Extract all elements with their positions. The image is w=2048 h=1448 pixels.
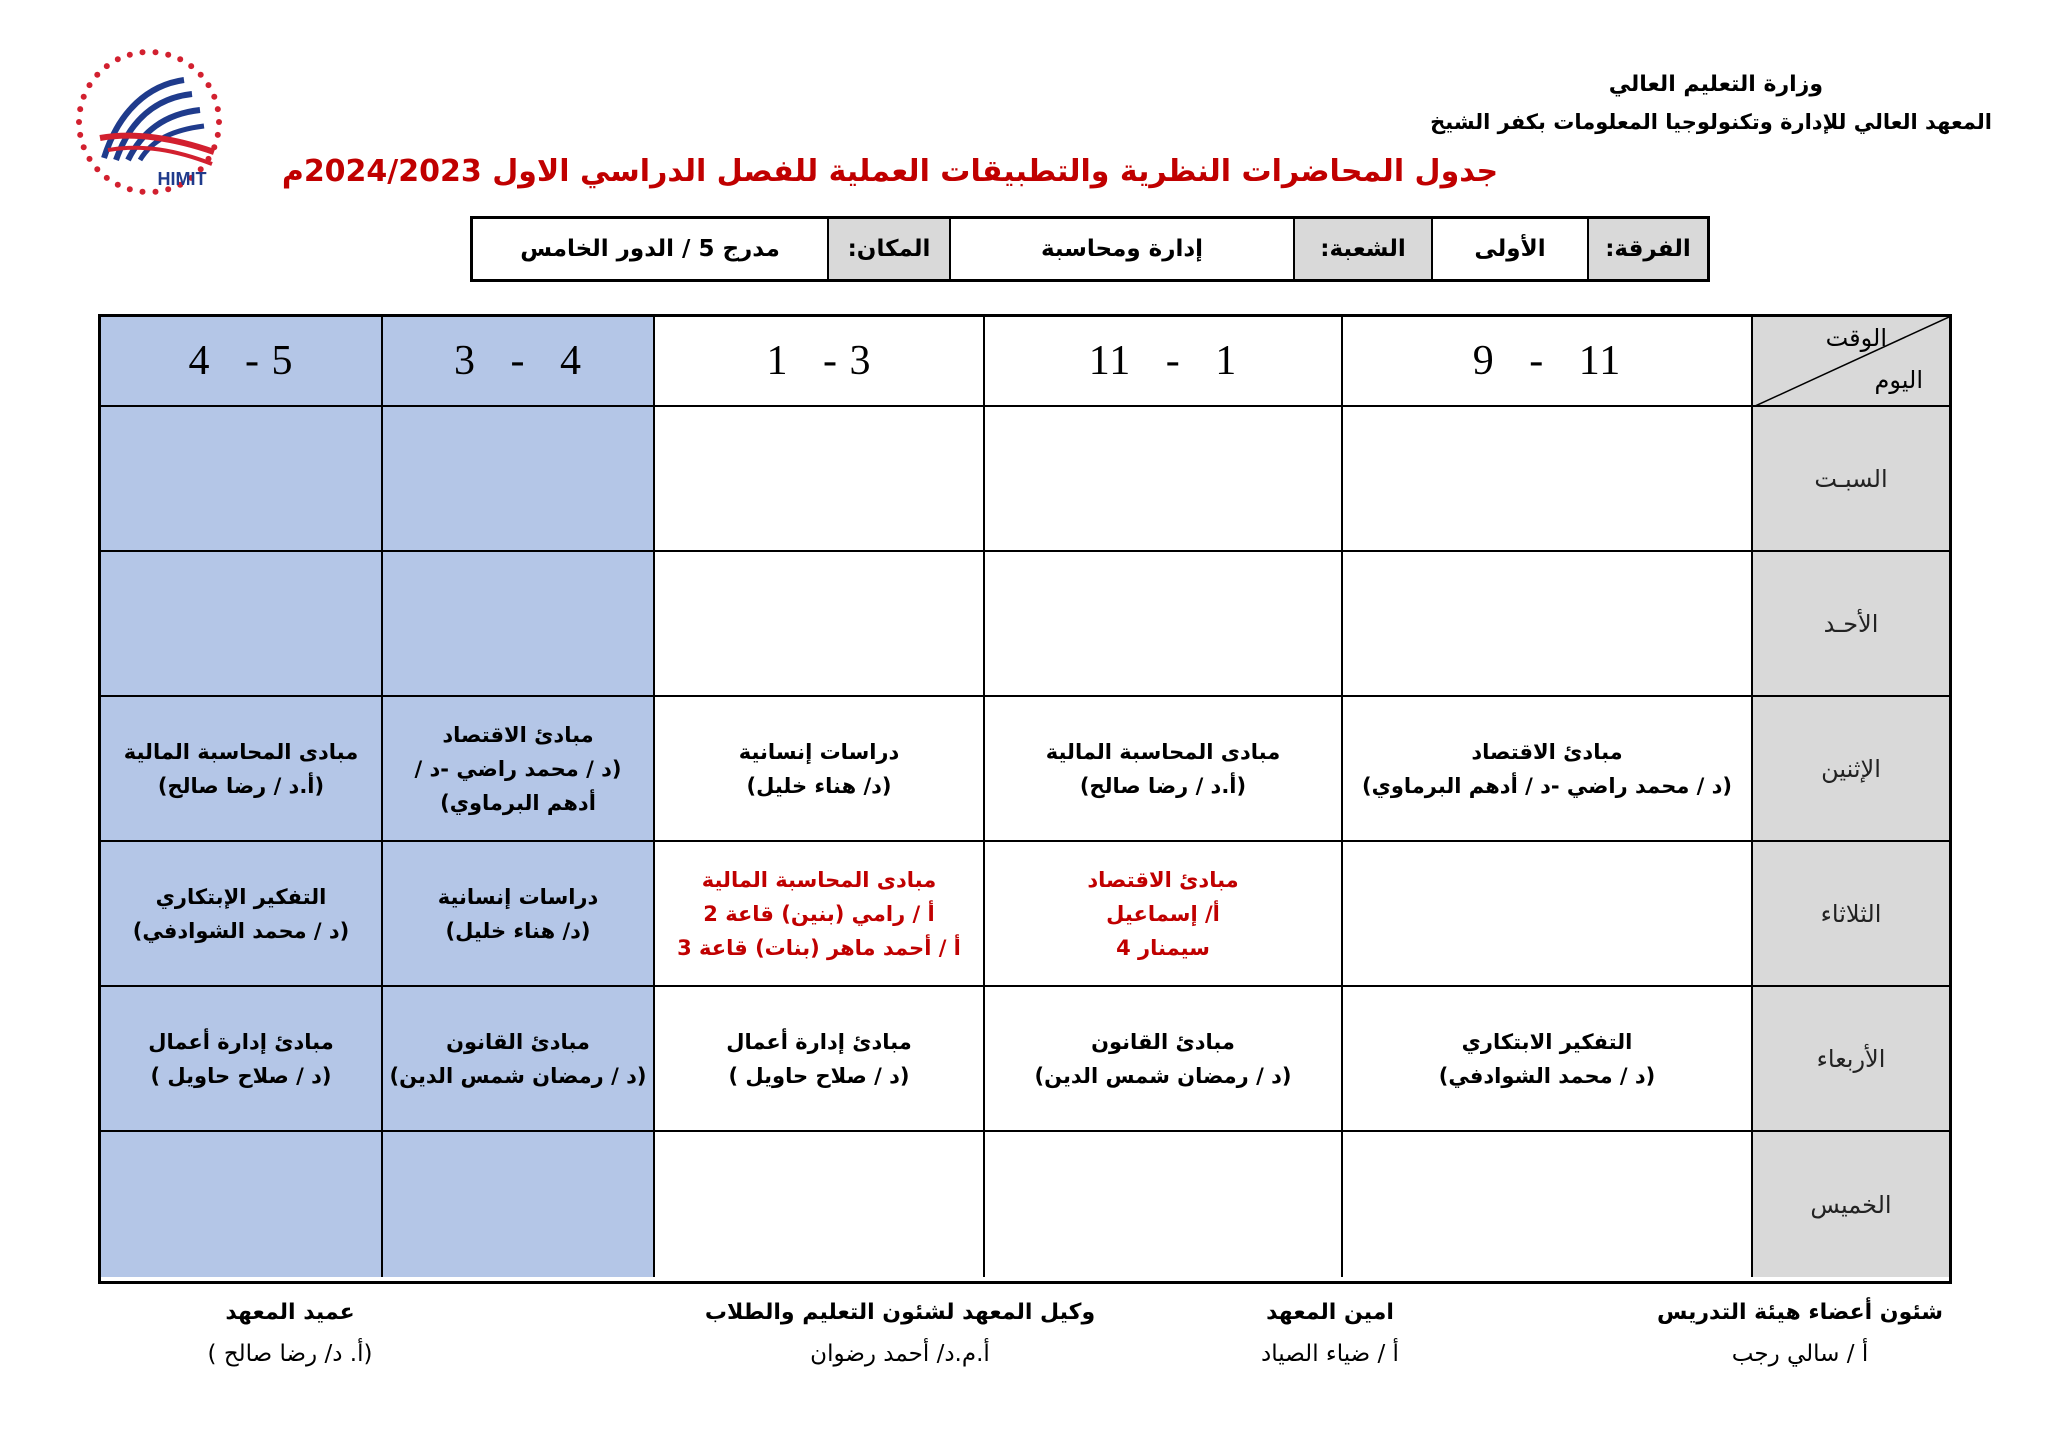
logo-star-icon xyxy=(188,63,194,69)
schedule-cell xyxy=(383,1132,655,1277)
day-name: الإثنين xyxy=(1821,754,1881,783)
logo-star-icon xyxy=(127,52,133,58)
course-name: مبادئ القانون xyxy=(1091,1029,1235,1054)
course-name: مبادئ إدارة أعمال xyxy=(726,1029,912,1054)
place-label: المكان: xyxy=(827,219,949,279)
schedule-cell xyxy=(1343,842,1753,987)
course-name: دراسات إنسانية xyxy=(738,739,900,764)
logo-star-icon xyxy=(104,63,110,69)
time-slot-header xyxy=(655,317,985,407)
course-name: مبادى المحاسبة المالية xyxy=(1045,739,1281,764)
schedule-cell xyxy=(985,407,1343,552)
day-label-cell xyxy=(1753,842,1949,987)
logo-star-icon xyxy=(216,119,222,125)
course-name: مبادى المحاسبة المالية xyxy=(123,739,359,764)
day-name: الأحـد xyxy=(1823,609,1879,638)
course-detail: (أ.د / رضا صالح) xyxy=(1079,773,1247,798)
schedule-cell xyxy=(655,407,985,552)
schedule-cell xyxy=(985,1132,1343,1277)
time-slot-header xyxy=(383,317,655,407)
info-bar xyxy=(470,216,1710,282)
signature-role: شئون أعضاء هيئة التدريس xyxy=(1657,1300,1943,1325)
logo-star-icon xyxy=(76,119,82,125)
day-label-cell xyxy=(1753,1132,1949,1277)
time-slot-label: 4 - 5 xyxy=(188,338,294,384)
schedule-cell xyxy=(1343,987,1753,1132)
course-detail: (د / صلاح حاويل ) xyxy=(150,1063,332,1088)
logo-text: HIMIT xyxy=(157,169,207,189)
course-name: مبادئ إدارة أعمال xyxy=(148,1029,334,1054)
schedule-cell xyxy=(383,552,655,697)
logo-star-icon xyxy=(81,144,87,150)
schedule-cell xyxy=(1343,552,1753,697)
division-label: الشعبة: xyxy=(1293,219,1431,279)
course-name: مبادئ القانون xyxy=(446,1029,590,1054)
schedule-cell xyxy=(383,407,655,552)
schedule-table xyxy=(98,314,1952,1284)
course-detail: (د / محمد الشوادفي) xyxy=(1438,1063,1656,1088)
logo-star-icon xyxy=(211,94,217,100)
schedule-cell xyxy=(985,842,1343,987)
schedule-cell xyxy=(1343,407,1753,552)
course-name: التفكير الإبتكاري xyxy=(155,884,327,909)
ministry-name: وزارة التعليم العالي xyxy=(1608,72,1823,97)
schedule-cell xyxy=(101,1132,383,1277)
course-detail: (د / رمضان شمس الدين) xyxy=(389,1063,647,1088)
schedule-cell xyxy=(383,987,655,1132)
logo-star-icon xyxy=(165,52,171,58)
course-detail: (د/ هناء خليل) xyxy=(746,773,892,798)
signature-name: أ / ضياء الصياد xyxy=(1261,1341,1399,1367)
schedule-cell xyxy=(985,987,1343,1132)
day-label-cell xyxy=(1753,987,1949,1132)
schedule-cell xyxy=(655,697,985,842)
day-name: الثلاثاء xyxy=(1820,899,1882,928)
signature-name: (أ. د/ رضا صالح ) xyxy=(207,1341,373,1367)
course-detail: أ / أحمد ماهر (بنات) قاعة 3 xyxy=(677,935,961,960)
schedule-cell xyxy=(655,987,985,1132)
signature-role: امين المعهد xyxy=(1266,1300,1394,1325)
course-detail: (د / صلاح حاويل ) xyxy=(728,1063,910,1088)
time-slot-label: 3 - 4 xyxy=(454,338,582,384)
schedule-cell xyxy=(101,987,383,1132)
corner-day-label: اليوم xyxy=(1874,366,1923,394)
day-label-cell xyxy=(1753,552,1949,697)
place-value: مدرج 5 / الدور الخامس xyxy=(520,236,780,262)
course-detail: سيمنار 4 xyxy=(1116,935,1210,960)
course-name: مبادئ الاقتصاد xyxy=(1471,739,1623,764)
logo-star-icon xyxy=(115,56,121,62)
course-detail: (أ.د / رضا صالح) xyxy=(157,773,325,798)
course-name: دراسات إنسانية xyxy=(437,884,599,909)
corner-time-label: الوقت xyxy=(1825,324,1887,352)
schedule-cell xyxy=(101,407,383,552)
day-label-cell xyxy=(1753,407,1949,552)
day-name: الأربعاء xyxy=(1816,1044,1886,1073)
day-name: الخميس xyxy=(1810,1190,1892,1219)
logo-star-icon xyxy=(177,56,183,62)
schedule-cell xyxy=(101,552,383,697)
course-detail: (د/ هناء خليل) xyxy=(445,918,591,943)
institute-name: المعهد العالي للإدارة وتكنولوجيا المعلومات بكفر الشيخ xyxy=(1430,110,1992,134)
time-slot-header xyxy=(1343,317,1753,407)
logo-star-icon xyxy=(153,189,159,195)
logo-star-icon xyxy=(81,94,87,100)
signature-role: وكيل المعهد لشئون التعليم والطلاب xyxy=(704,1300,1096,1325)
time-slot-label: 11 - 1 xyxy=(1088,338,1238,384)
signature-name: أ.م.د/ أحمد رضوان xyxy=(810,1341,990,1367)
schedule-cell xyxy=(101,842,383,987)
schedule-cell xyxy=(383,842,655,987)
logo-star-icon xyxy=(153,49,159,55)
course-detail: (د / محمد راضي -د / xyxy=(414,756,622,781)
schedule-cell xyxy=(1343,1132,1753,1277)
schedule-cell xyxy=(1343,697,1753,842)
course-detail: (د / محمد راضي -د / أدهم البرماوي) xyxy=(1361,773,1733,798)
schedule-cell xyxy=(985,697,1343,842)
signature-role: عميد المعهد xyxy=(225,1300,355,1325)
logo-star-icon xyxy=(198,72,204,78)
corner-cell xyxy=(1753,317,1949,407)
course-detail: أ / رامي (بنين) قاعة 2 xyxy=(703,901,935,926)
time-slot-label: 9 - 11 xyxy=(1472,338,1622,384)
grade-value: الأولى xyxy=(1431,219,1587,279)
logo-star-icon xyxy=(215,132,221,138)
course-name: مبادئ الاقتصاد xyxy=(442,722,594,747)
time-slot-label: 1 - 3 xyxy=(766,338,872,384)
signature-dean xyxy=(140,1300,440,1367)
schedule-cell xyxy=(985,552,1343,697)
schedule-cell xyxy=(655,552,985,697)
logo-star-icon xyxy=(215,106,221,112)
division-value: إدارة ومحاسبة xyxy=(949,219,1293,279)
course-detail: أدهم البرماوي) xyxy=(440,790,596,815)
course-detail: (د / رمضان شمس الدين) xyxy=(1034,1063,1292,1088)
time-slot-header xyxy=(101,317,383,407)
schedule-cell xyxy=(655,842,985,987)
schedule-cell xyxy=(383,697,655,842)
time-slot-header xyxy=(985,317,1343,407)
course-detail: أ/ إسماعيل xyxy=(1106,901,1220,926)
logo-star-icon xyxy=(87,82,93,88)
course-detail: (د / محمد الشوادفي) xyxy=(132,918,350,943)
grade-label: الفرقة: xyxy=(1587,219,1707,279)
logo-star-icon xyxy=(94,72,100,78)
day-name: السبـت xyxy=(1814,464,1888,493)
page-title xyxy=(0,154,2048,189)
signature-faculty-affairs xyxy=(1600,1300,2000,1367)
logo-star-icon xyxy=(206,82,212,88)
logo-star-icon xyxy=(140,49,146,55)
logo-star-icon xyxy=(77,132,83,138)
course-name: مبادئ الاقتصاد xyxy=(1087,867,1239,892)
schedule-cell xyxy=(655,1132,985,1277)
logo-star-icon xyxy=(77,106,83,112)
signature-secretary xyxy=(1180,1300,1480,1367)
day-label-cell xyxy=(1753,697,1949,842)
page-title-text: جدول المحاضرات النظرية والتطبيقات العملية للفصل الدراسي الاول 2024/2023م xyxy=(281,154,1499,189)
course-name: مبادى المحاسبة المالية xyxy=(701,867,937,892)
course-name: التفكير الابتكاري xyxy=(1461,1029,1633,1054)
schedule-cell xyxy=(101,697,383,842)
logo-star-icon xyxy=(140,189,146,195)
signature-name: أ / سالي رجب xyxy=(1731,1341,1869,1367)
signature-vice-dean xyxy=(640,1300,1160,1367)
